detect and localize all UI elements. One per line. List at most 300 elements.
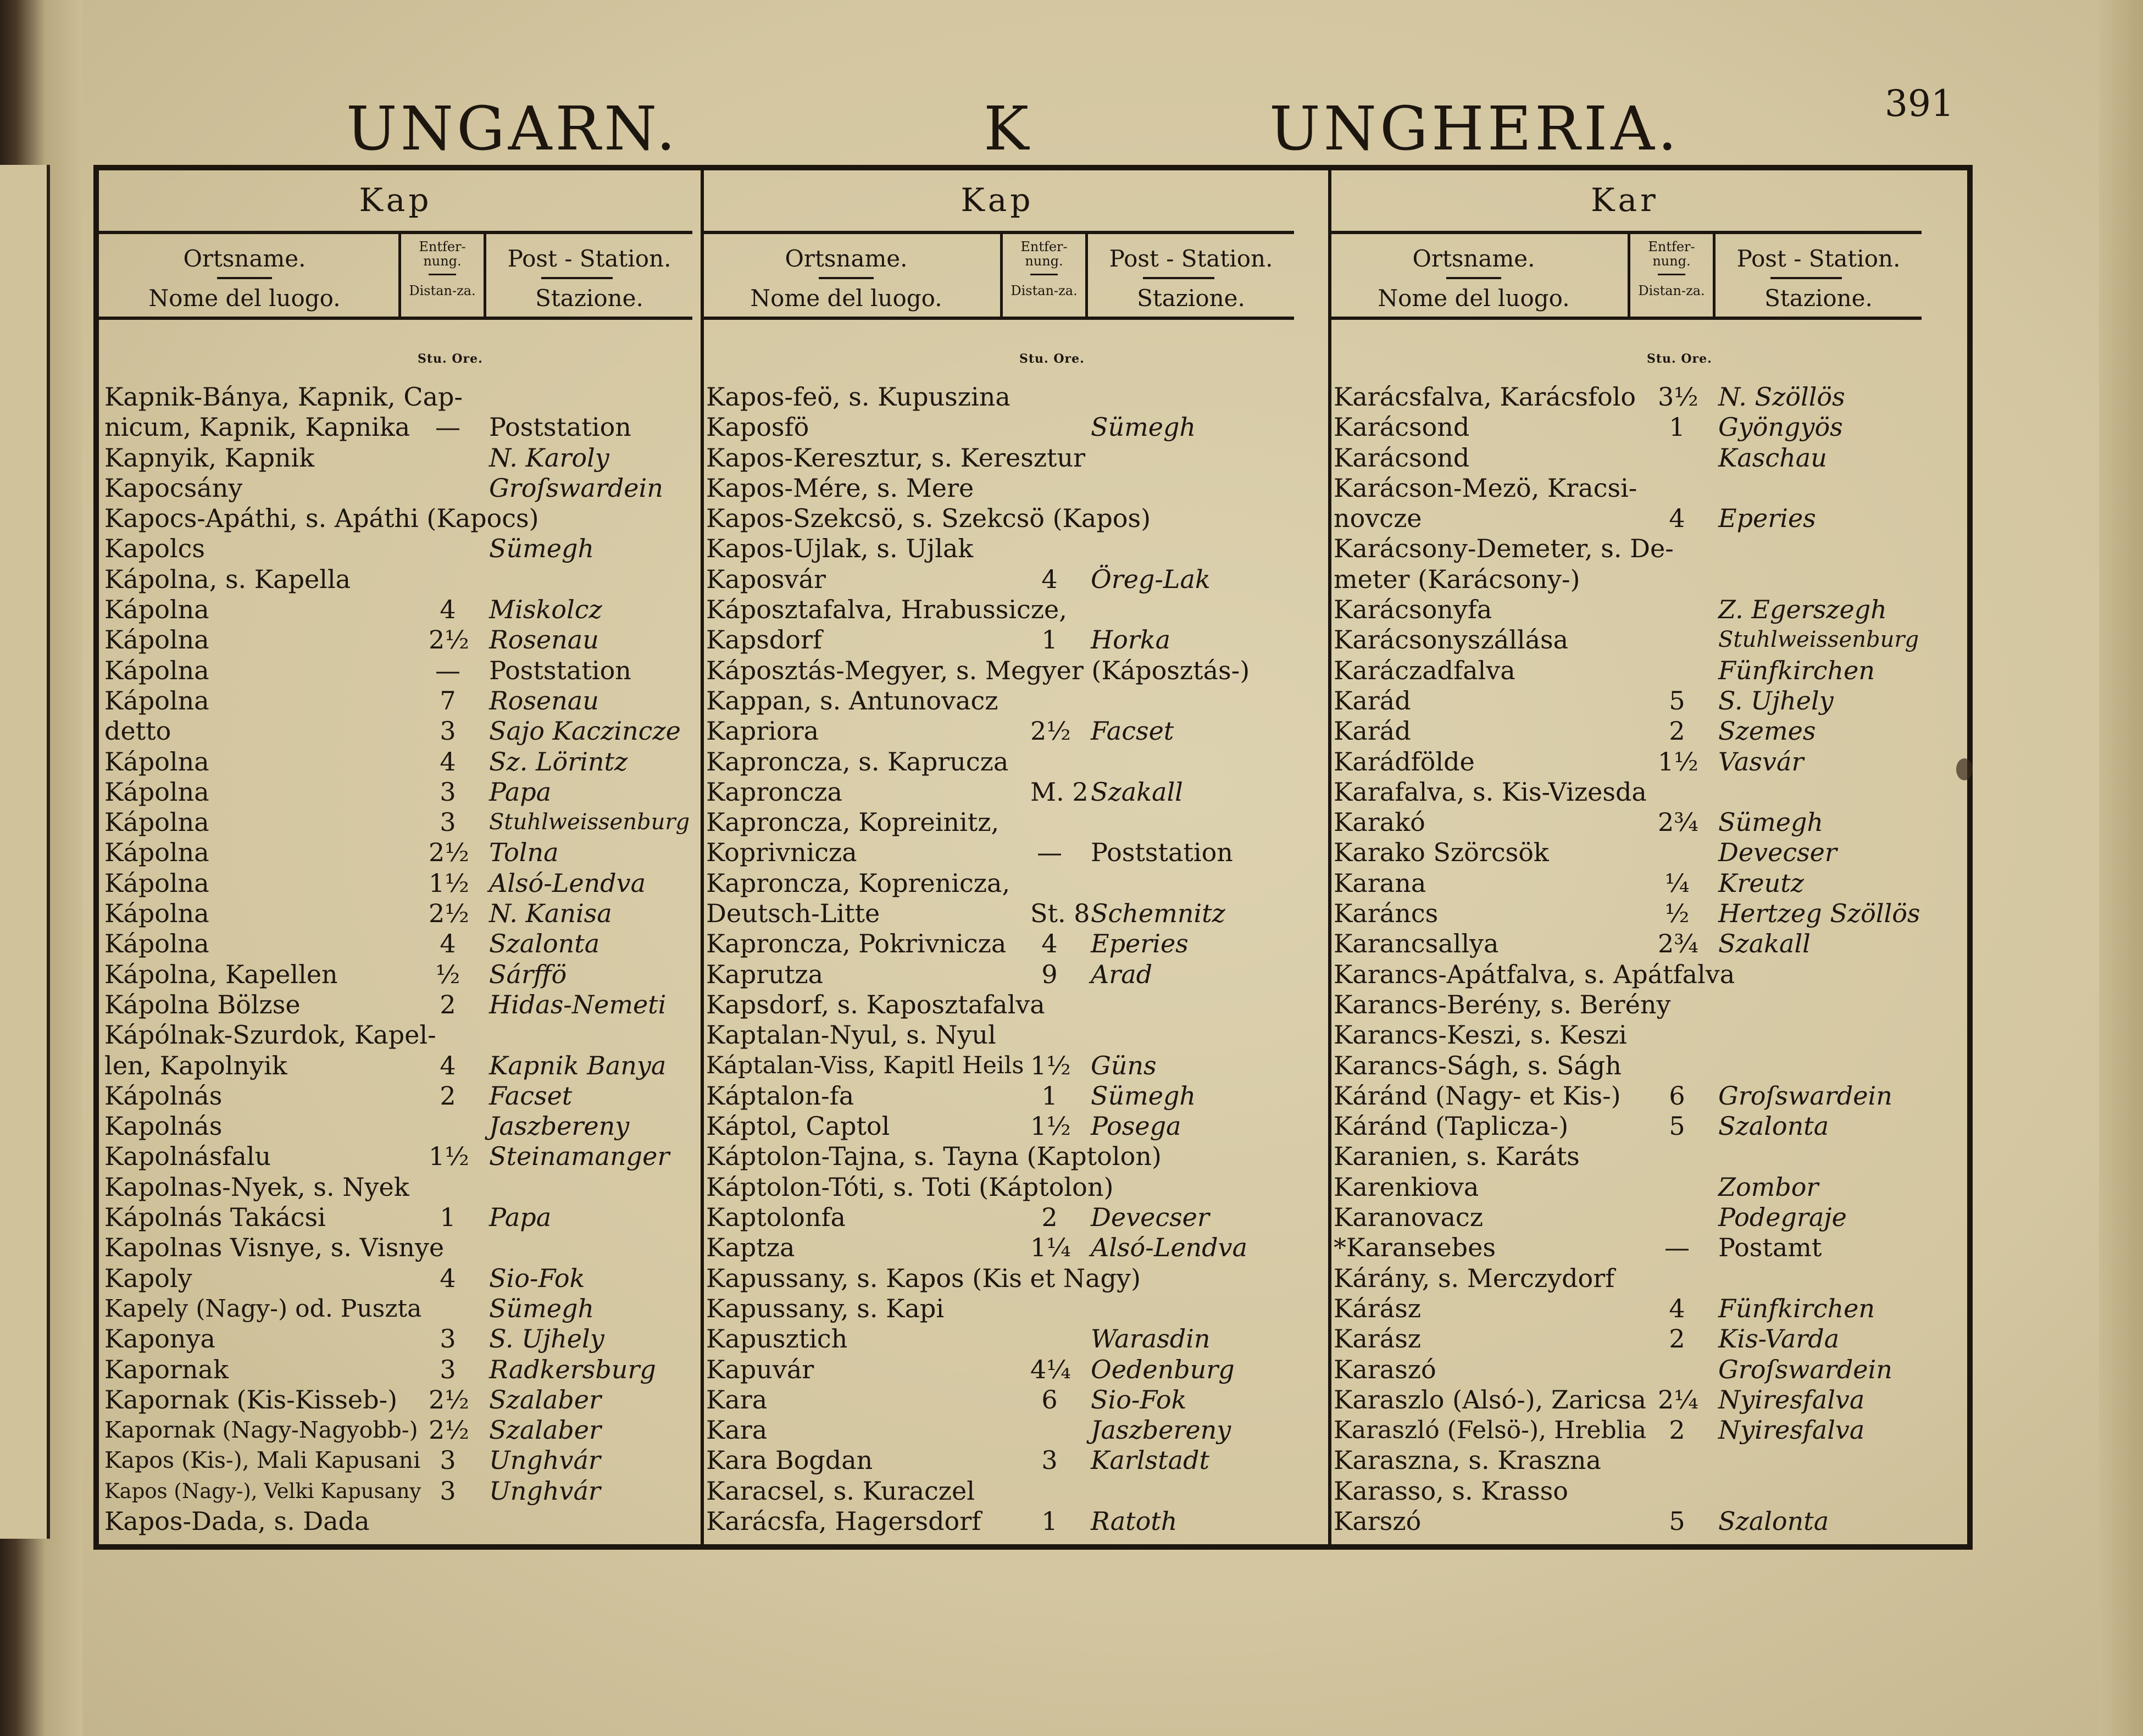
place-name: Karanovacz [1334, 1202, 1483, 1233]
list-item [706, 1415, 1289, 1445]
post-station: Horka [1091, 625, 1171, 655]
entry-list [706, 382, 1289, 1537]
header-nome-del-luogo: Nome del luogo. [148, 285, 341, 312]
distance-value: 4 [1669, 1293, 1685, 1323]
distance-value: St. 8 [1030, 898, 1090, 929]
list-item [1334, 1263, 1916, 1294]
place-name: Kapnik-Bánya, Kapnik, Cap- [104, 382, 463, 412]
place-name: Karád [1334, 716, 1411, 746]
distance-value: 2¾ [1658, 929, 1698, 959]
place-name: Karász [1334, 1324, 1422, 1354]
list-item [1334, 534, 1916, 564]
list-item [104, 443, 687, 473]
post-station: N. Kanisa [489, 898, 612, 929]
place-name: Kapolnas Visnye, s. Visnye [104, 1233, 445, 1263]
place-name: Kaptolonfa [706, 1202, 846, 1233]
list-item [706, 716, 1289, 746]
list-item [1334, 412, 1916, 442]
distance-value: 2½ [429, 898, 469, 929]
list-item [104, 1141, 687, 1172]
list-item [104, 898, 687, 929]
post-station: Steinamanger [489, 1141, 670, 1172]
distance-value: ½ [435, 959, 460, 989]
place-name: Kaptza [706, 1233, 795, 1263]
post-station: N. Karoly [489, 442, 609, 473]
post-station: Nyiresfalva [1718, 1384, 1865, 1415]
post-station: Karlstadt [1091, 1445, 1209, 1476]
header-entfernung: Entfer-nung. [1020, 239, 1068, 269]
post-station: Gyöngyös [1718, 412, 1843, 442]
list-item [104, 1020, 687, 1050]
list-item [706, 1020, 1289, 1050]
list-item [706, 1506, 1289, 1537]
post-station: Szalonta [1718, 1111, 1829, 1141]
header-entfernung: Entfer-nung. [419, 239, 466, 269]
place-name: detto [104, 716, 171, 746]
place-name: Karácsonyszállása [1334, 625, 1569, 655]
place-name: Kapussany, s. Kapi [706, 1293, 945, 1323]
header-divider [217, 277, 272, 279]
list-item [104, 868, 687, 898]
distance-value: 6 [1669, 1080, 1685, 1111]
post-station: Podegraje [1718, 1202, 1847, 1233]
list-item [1334, 1172, 1916, 1202]
place-name: Kápolna [104, 655, 209, 685]
post-station: Stuhlweissenburg [1718, 627, 1919, 653]
place-name: Kapsdorf [706, 625, 822, 655]
place-name: Karenkiova [1334, 1172, 1479, 1202]
column-heading: Kap [359, 181, 432, 219]
list-item [706, 1233, 1289, 1263]
distance-value: 2 [440, 1080, 456, 1111]
header-place-name [1328, 234, 1619, 317]
distance-value: 2½ [429, 1415, 469, 1445]
list-item [1334, 656, 1916, 686]
distance-value: — [435, 655, 460, 685]
list-item [1334, 777, 1916, 807]
list-item [1334, 929, 1916, 959]
post-station: Öreg-Lak [1091, 564, 1211, 594]
list-item [1334, 1415, 1916, 1445]
post-station: Sio-Fok [1091, 1384, 1187, 1415]
distance-value: 1¼ [1030, 1233, 1071, 1263]
header-distance [398, 234, 486, 317]
header-place-name [701, 234, 992, 317]
place-name: Káptolon-Tóti, s. Toti (Káptolon) [706, 1172, 1114, 1202]
post-station: Miskolcz [489, 595, 602, 625]
post-station: Groſswardein [1718, 1354, 1892, 1384]
distance-value: 2 [1669, 1415, 1685, 1445]
post-station: Postamt [1718, 1233, 1822, 1263]
list-item [104, 959, 687, 990]
place-name: Kaponya [104, 1324, 215, 1354]
distance-value: 2 [1669, 1324, 1685, 1354]
post-station: Kapnik Banya [489, 1050, 667, 1080]
place-name: Kara [706, 1384, 768, 1415]
list-item [706, 443, 1289, 473]
header-place-name [99, 234, 390, 317]
list-item [104, 1081, 687, 1111]
place-name: Karana [1334, 868, 1426, 898]
list-item [1334, 1506, 1916, 1537]
post-station: Szakall [1718, 929, 1811, 959]
list-item [706, 1445, 1289, 1476]
place-name: Karaszló (Felsö-), Hreblia [1334, 1416, 1647, 1445]
post-station: Oedenburg [1091, 1354, 1235, 1384]
place-name: Karanien, s. Karáts [1334, 1141, 1580, 1172]
place-name: Káposztafalva, Hrabussicze, [706, 595, 1067, 625]
list-item [1334, 1020, 1916, 1050]
place-name: Kapos-feö, s. Kupuszina [706, 382, 1011, 412]
place-name: Kara [706, 1415, 768, 1445]
list-item [706, 1172, 1289, 1202]
list-item [104, 777, 687, 807]
place-name: meter (Karácsony-) [1334, 564, 1580, 594]
place-name: Karácsond [1334, 412, 1470, 442]
post-station: Alsó-Lendva [1091, 1233, 1248, 1263]
place-name: Káptolon-Tajna, s. Tayna (Kaptolon) [706, 1141, 1162, 1172]
list-item [104, 929, 687, 959]
post-station: Szalaber [489, 1384, 601, 1415]
list-item [1334, 1355, 1916, 1385]
entry-list [104, 382, 690, 1537]
distance-value: 4¼ [1030, 1354, 1071, 1384]
list-item [1334, 1385, 1916, 1415]
list-item [706, 868, 1289, 898]
list-item [706, 625, 1289, 655]
place-name: Kapos-Szekcsö, s. Szekcsö (Kapos) [706, 503, 1151, 534]
place-name: Karancs-Berény, s. Berény [1334, 989, 1671, 1019]
place-name: Kápolnás [104, 1080, 223, 1111]
list-item [706, 534, 1289, 564]
header-divider [1143, 277, 1214, 279]
place-name: Kaproncza, Koprenicza, [706, 868, 1011, 898]
post-station: Sio-Fok [489, 1263, 585, 1293]
post-station: Kreutz [1718, 868, 1804, 898]
place-name: Kapusztich [706, 1324, 848, 1354]
column-heading: Kap [961, 181, 1034, 219]
post-station: Jaszbereny [1091, 1415, 1231, 1445]
list-item [1334, 1202, 1916, 1233]
place-name: Karácsond [1334, 442, 1470, 473]
place-name: Karácsonyfa [1334, 595, 1492, 625]
list-item [104, 1476, 687, 1506]
header-divider [1770, 277, 1842, 279]
post-station: Groſswardein [489, 473, 663, 503]
list-item [1334, 686, 1916, 716]
post-station: Fünfkirchen [1718, 1293, 1875, 1323]
list-item [104, 503, 687, 534]
header-post-station [1088, 234, 1294, 317]
place-name: Karáczadfalva [1334, 655, 1515, 685]
post-station: Sz. Lörintz [489, 746, 628, 777]
column-header-row [701, 231, 1294, 320]
running-header-left: UNGARN. [346, 93, 679, 164]
list-item [104, 807, 690, 838]
distance-value: 1½ [1030, 1050, 1071, 1080]
post-station: Groſswardein [1718, 1080, 1892, 1111]
list-item [1334, 1081, 1916, 1111]
header-post-station-de: Post - Station. [507, 245, 671, 272]
list-item [104, 990, 687, 1020]
header-divider [1030, 274, 1058, 275]
distance-value: 2½ [1030, 716, 1071, 746]
place-name: nicum, Kapnik, Kapnika [104, 412, 410, 442]
distance-value: 1½ [429, 1141, 469, 1172]
page-number: 391 [1885, 82, 1954, 125]
post-station: Ratoth [1091, 1506, 1178, 1536]
place-name: Kapoly [104, 1263, 192, 1293]
place-name: Káránd (Nagy- et Kis-) [1334, 1080, 1621, 1111]
distance-value: 1 [440, 1202, 456, 1233]
place-name: Kapolnás [104, 1111, 223, 1141]
distance-value: 3½ [1658, 382, 1698, 412]
distance-value: 2½ [429, 838, 469, 868]
place-name: Kapely (Nagy-) od. Puszta [104, 1294, 422, 1323]
post-station: Rosenau [489, 685, 599, 716]
distance-value: 5 [1669, 1506, 1685, 1536]
list-item [1334, 868, 1916, 898]
post-station: Szemes [1718, 716, 1816, 746]
place-name: Kaptalan-Nyul, s. Nyul [706, 1020, 996, 1050]
distance-value: 4 [440, 746, 456, 777]
header-post-station [486, 234, 692, 317]
list-item [706, 1111, 1289, 1141]
place-name: Koprivnicza [706, 838, 857, 868]
list-item [1334, 990, 1916, 1020]
place-name: Karancs-Apátfalva, s. Apátfalva [1334, 959, 1735, 989]
list-item [706, 959, 1289, 990]
header-nome-del-luogo: Nome del luogo. [750, 285, 942, 312]
distance-value: 5 [1669, 685, 1685, 716]
post-station: Sümegh [1091, 412, 1196, 442]
ink-stain [1956, 758, 1973, 780]
place-name: Karád [1334, 685, 1411, 716]
post-station: Szalaber [489, 1415, 601, 1445]
list-item [104, 1415, 687, 1445]
list-item [104, 625, 687, 655]
distance-value: 4 [440, 929, 456, 959]
list-item [706, 1141, 1289, 1172]
list-item [104, 686, 687, 716]
distance-value: ½ [1664, 898, 1690, 929]
post-station: Sajo Kaczincze [489, 716, 681, 746]
list-item [706, 412, 1289, 442]
place-name: Kapos (Kis-), Mali Kapusani [104, 1447, 421, 1474]
place-name: Karaszna, s. Kraszna [1334, 1445, 1601, 1476]
list-item [104, 747, 687, 777]
distance-value: 4 [440, 1050, 456, 1080]
place-name: Karácson-Mezö, Kracsi- [1334, 473, 1637, 503]
place-name: Kapussany, s. Kapos (Kis et Nagy) [706, 1263, 1141, 1293]
distance-value: 6 [1041, 1384, 1058, 1415]
place-name: Kaproncza [706, 777, 842, 807]
post-station: Stuhlweissenburg [489, 809, 690, 835]
post-station: Szalonta [1718, 1506, 1829, 1536]
header-stazione: Stazione. [1764, 285, 1873, 312]
place-name: Kapos-Mére, s. Mere [706, 473, 974, 503]
place-name: Kapocsány [104, 473, 243, 503]
post-station: Zombor [1718, 1172, 1819, 1202]
list-item [1334, 625, 1919, 655]
list-item [706, 1081, 1289, 1111]
distance-value: 1 [1041, 1080, 1058, 1111]
distance-value: ¼ [1664, 868, 1690, 898]
place-name: Karakó [1334, 807, 1425, 838]
place-name: Kapuvár [706, 1354, 814, 1384]
previous-page-edge [0, 165, 50, 1539]
place-name: Kárász [1334, 1293, 1422, 1323]
header-ortsname: Ortsname. [785, 245, 908, 272]
distance-value: 1½ [1658, 746, 1698, 777]
list-item [1334, 898, 1920, 929]
place-name: Kápolna [104, 777, 209, 807]
list-item [1334, 595, 1916, 625]
place-name: Kaposvár [706, 564, 826, 594]
list-item [706, 747, 1289, 777]
distance-value: 3 [440, 1476, 456, 1506]
list-item [706, 990, 1289, 1020]
distance-value: 1 [1041, 625, 1058, 655]
distance-value: 2 [1669, 716, 1685, 746]
place-name: Karaszlo (Alsó-), Zaricsa [1334, 1384, 1646, 1415]
list-item [104, 1385, 687, 1415]
list-item [706, 503, 1289, 534]
place-name: Kaproncza, s. Kaprucza [706, 746, 1009, 777]
place-name: Kapolcs [104, 534, 206, 564]
post-station: Devecser [1718, 838, 1837, 868]
distance-value: 1½ [429, 868, 469, 898]
header-nome-del-luogo: Nome del luogo. [1378, 285, 1570, 312]
distance-value: 5 [1669, 1111, 1685, 1141]
place-name: Kápolna [104, 595, 209, 625]
place-name: Kaproncza, Pokrivnicza [706, 929, 1007, 959]
list-item [104, 1506, 687, 1537]
place-name: Karasso, s. Krasso [1334, 1476, 1568, 1506]
distance-value: 4 [1041, 564, 1058, 594]
list-item [104, 534, 687, 564]
header-divider [541, 277, 613, 279]
post-station: Vasvár [1718, 746, 1804, 777]
list-item [104, 473, 687, 503]
header-divider [819, 277, 874, 279]
place-name: Kapolnásfalu [104, 1141, 271, 1172]
post-station: Facset [489, 1080, 573, 1111]
post-station: Eperies [1718, 503, 1816, 534]
place-name: Kápolna [104, 929, 209, 959]
list-item [706, 1263, 1289, 1294]
list-item [706, 564, 1289, 595]
place-name: Karszó [1334, 1506, 1422, 1536]
list-item [1334, 564, 1916, 595]
post-station: Devecser [1091, 1202, 1209, 1233]
list-item [104, 412, 687, 442]
header-divider [1658, 274, 1685, 275]
distance-value: 7 [440, 685, 456, 716]
list-item [706, 838, 1289, 868]
place-name: len, Kapolnyik [104, 1050, 287, 1080]
distance-unit-label: Stu. Ore. [1019, 352, 1085, 366]
post-station: Güns [1091, 1050, 1157, 1080]
place-name: Kápolna [104, 898, 209, 929]
column-1 [99, 170, 692, 1544]
place-name: Karaszó [1334, 1354, 1436, 1384]
list-item [1334, 1111, 1916, 1141]
list-item [104, 656, 687, 686]
list-item [706, 777, 1289, 807]
list-item [104, 1233, 687, 1263]
post-station: Kaschau [1718, 442, 1827, 473]
place-name: Karafalva, s. Kis-Vizesda [1334, 777, 1647, 807]
header-distance [1000, 234, 1088, 317]
post-station: Hertzeg Szöllös [1718, 898, 1920, 929]
list-item [1334, 1294, 1916, 1324]
list-item [706, 473, 1289, 503]
list-item [1334, 1476, 1916, 1506]
distance-value: 3 [440, 716, 456, 746]
place-name: Kapos-Dada, s. Dada [104, 1506, 370, 1536]
column-header-row [99, 231, 692, 320]
post-station: Schemnitz [1091, 898, 1225, 929]
place-name: Káptalon-fa [706, 1080, 854, 1111]
post-station: Facset [1091, 716, 1174, 746]
post-station: Kis-Varda [1718, 1324, 1840, 1354]
distance-value: M. 2 [1030, 777, 1089, 807]
place-name: Kapornak [104, 1354, 229, 1384]
distance-value: 3 [440, 1354, 456, 1384]
post-station: Hidas-Nemeti [489, 989, 667, 1019]
header-distance [1628, 234, 1715, 317]
list-item [1334, 1233, 1916, 1263]
column-header-row [1328, 231, 1922, 320]
distance-value: 1½ [1030, 1111, 1071, 1141]
post-station: Radkersburg [489, 1354, 656, 1384]
list-item [706, 807, 1289, 838]
post-station: N. Szöllös [1718, 382, 1845, 412]
place-name: Kapornak (Kis-Kisseb-) [104, 1384, 398, 1415]
place-name: Karancs-Ságh, s. Ságh [1334, 1050, 1622, 1080]
distance-value: 3 [440, 1324, 456, 1354]
list-item [706, 595, 1289, 625]
post-station: Sárffö [489, 959, 567, 989]
list-item [1334, 503, 1916, 534]
list-item [706, 1324, 1289, 1354]
header-stazione: Stazione. [1137, 285, 1245, 312]
distance-value: 3 [440, 777, 456, 807]
post-station: Fünfkirchen [1718, 655, 1875, 685]
place-name: Káptol, Captol [706, 1111, 890, 1141]
place-name: Karácsfa, Hagersdorf [706, 1506, 981, 1536]
list-item [1334, 443, 1916, 473]
page-edge [2099, 0, 2143, 1736]
list-item [104, 1263, 687, 1294]
place-name: Karacsel, s. Kuraczel [706, 1476, 975, 1506]
list-item [104, 1294, 687, 1324]
post-station: S. Ujhely [1718, 685, 1834, 716]
place-name: Karácsfalva, Karácsfolo [1334, 382, 1636, 412]
list-item [706, 929, 1289, 959]
header-post-station-de: Post - Station. [1736, 245, 1901, 272]
header-distanza: Distan-za. [1011, 283, 1078, 298]
header-divider [1446, 277, 1501, 279]
distance-value: 2 [1041, 1202, 1058, 1233]
place-name: Kaposfö [706, 412, 809, 442]
post-station: Eperies [1091, 929, 1189, 959]
list-item [104, 1111, 687, 1141]
post-station: Papa [489, 1202, 552, 1233]
post-station: Unghvár [489, 1476, 601, 1506]
post-station: Warasdin [1091, 1324, 1211, 1354]
